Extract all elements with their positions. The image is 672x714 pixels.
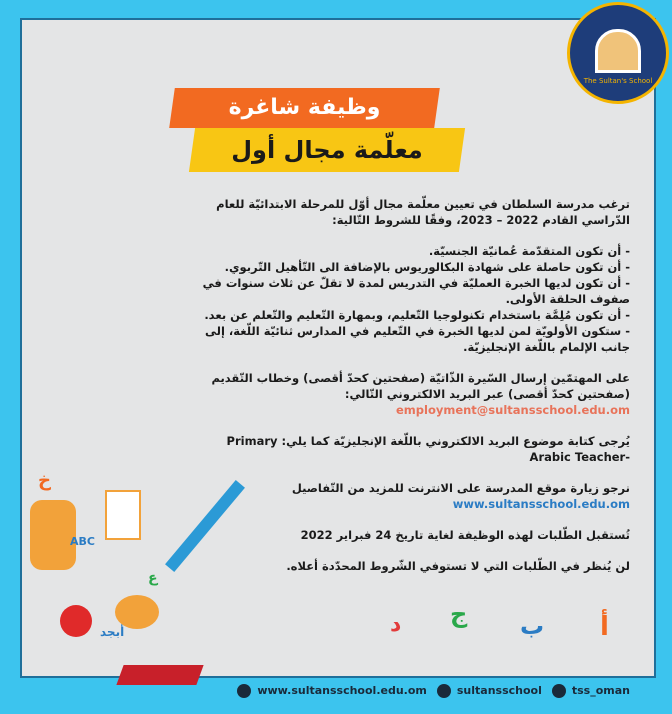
logo-text: The Sultan's School xyxy=(583,77,653,85)
condition: - أن تكون حاصلة على شهادة البكالوريوس بالإضافة الى التّأهيل التّربوي. xyxy=(190,259,630,275)
apply-instructions xyxy=(190,370,630,418)
deadline: تُستقبل الطّلبات لهذه الوظيفة لغاية تاريخ 24 فبراير 2022 xyxy=(300,528,630,542)
palette-icon xyxy=(115,595,159,629)
conditions-list xyxy=(190,243,630,355)
banner-title-text: وظيفة شاغرة xyxy=(228,95,381,120)
footer-website-text: www.sultansschool.edu.om xyxy=(257,684,427,697)
subject-text: يُرجى كتابة موضوع البريد الالكتروني باللّغة الإنجليزيّة كما يلي: xyxy=(281,434,630,448)
letter-alef: أ xyxy=(600,612,609,642)
footer-twitter[interactable] xyxy=(552,684,630,698)
note: لن يُنظر في الطّلبات التي لا تستوفي الشّروط المحدّدة أعلاه. xyxy=(286,559,630,573)
twitter-icon xyxy=(552,684,566,698)
apply-text: على المهتمّين إرسال السّيرة الذّاتيّة (صفحتين كحدّ أقصى) وخطاب التّقديم (صفحتين كحدّ أقصى) عبر البريد الالكتروني التّالي: xyxy=(211,371,630,401)
banner-subtitle-text: معلّمة مجال أول xyxy=(231,136,423,164)
website-link[interactable]: www.sultansschool.edu.om xyxy=(452,497,630,511)
letter-ain: ع xyxy=(148,570,158,586)
condition: - ستكون الأولويّة لمن لديها الخبرة في التّعليم في المدارس ثنائيّة اللّغة، إلى جانب الإلمام باللّغة الإنجليزيّة. xyxy=(190,323,630,355)
condition: - أن تكون المتقدّمة عُمانيّة الجنسيّة. xyxy=(190,243,630,259)
abjad-text: أبجد xyxy=(100,625,125,639)
letter-ba: ب xyxy=(520,612,545,640)
letter-dal: د xyxy=(390,612,402,637)
intro: ترغب مدرسة السلطان في تعيين معلّمة مجال أوّل للمرحلة الابتدائيّة للعام الدّراسي القادم 2022 – 2023، وفقًا للشروط التّالية: xyxy=(216,197,630,227)
subject-value: Primary Arabic Teacher- xyxy=(226,434,630,464)
globe-icon xyxy=(237,684,251,698)
banner-title xyxy=(169,88,440,128)
abc-text: ABC xyxy=(70,535,95,548)
instagram-icon xyxy=(437,684,451,698)
condition: - أن تكون لديها الخبرة العمليّة في التدريس لمدة لا تقلّ عن ثلاث سنوات في صفوف الحلقة الأولى. xyxy=(190,275,630,307)
graduation-cap-icon xyxy=(116,665,203,685)
footer-instagram[interactable] xyxy=(437,684,542,698)
email-link[interactable]: employment@sultansschool.edu.om xyxy=(395,403,630,417)
school-logo xyxy=(567,2,669,104)
footer-instagram-text: sultansschool xyxy=(456,684,542,697)
letter-kha: خ xyxy=(38,470,51,491)
apple-icon xyxy=(60,605,92,637)
footer xyxy=(237,684,630,698)
banner-subtitle xyxy=(189,128,465,172)
letter-jim: ج xyxy=(450,600,468,628)
visit-website xyxy=(190,480,630,512)
subject-instructions xyxy=(190,433,630,465)
notepad-icon xyxy=(105,490,141,540)
footer-twitter-text: tss_oman xyxy=(571,684,630,697)
job-description xyxy=(190,196,630,589)
visit-text: نرجو زيارة موقع المدرسة على الانترنت للمزيد من التّفاصيل xyxy=(291,481,630,495)
condition: - أن تكون مُلِمَّة باستخدام تكنولوجيا التّعليم، وبمهارة التّعليم والتّعلم عن بعد. xyxy=(190,307,630,323)
footer-website[interactable] xyxy=(237,684,427,698)
